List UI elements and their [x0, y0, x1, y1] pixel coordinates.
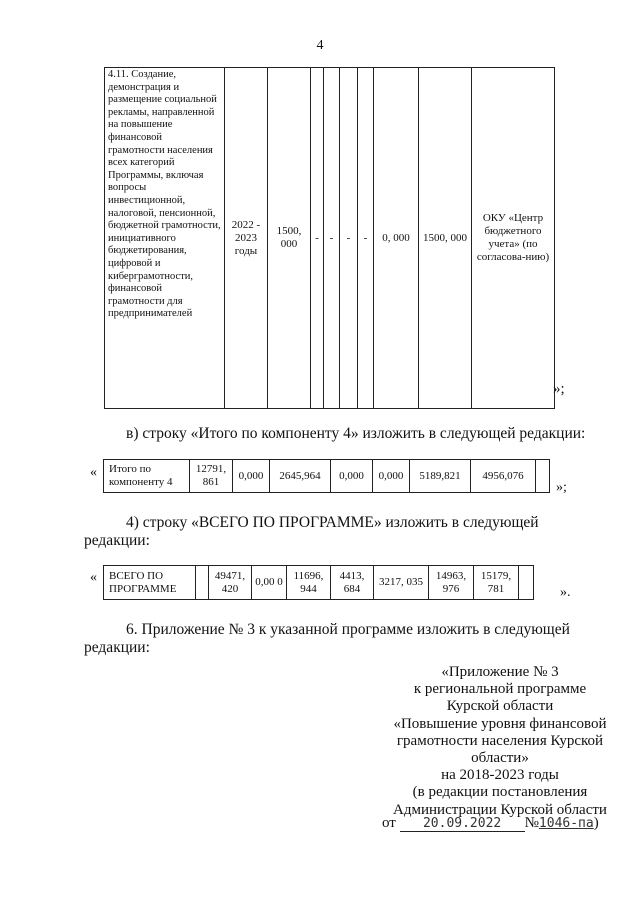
appendix-line: (в редакции постановления — [412, 784, 588, 801]
paragraph-4-line1: 4) строку «ВСЕГО ПО ПРОГРАММЕ» изложить в следующей — [126, 514, 539, 531]
page-number: 4 — [316, 38, 324, 53]
paragraph-4-line2: редакции: — [84, 532, 150, 549]
value-cell: 49471, 420 — [209, 566, 252, 600]
appendix-line: к региональной программе — [413, 681, 587, 698]
row-label: ВСЕГО ПО ПРОГРАММЕ — [104, 566, 196, 600]
value-cell: 0,000 — [373, 460, 410, 493]
value-cell: 0,000 — [331, 460, 373, 493]
appendix-line: «Приложение № 3 — [441, 664, 559, 680]
value-cell: - — [340, 68, 358, 409]
appendix-line: грамотности населения Курской — [396, 732, 604, 749]
value-cell: 12791, 861 — [190, 460, 233, 493]
value-cell: 0,000 — [233, 460, 270, 493]
value-cell: 4956,076 — [471, 460, 536, 493]
value-cell: - — [358, 68, 374, 409]
decree-date-number — [382, 815, 599, 832]
value-cell: 5189,821 — [410, 460, 471, 493]
closing-quote: »; — [556, 480, 567, 495]
value-cell: 15179, 781 — [474, 566, 519, 600]
value-cell: 3217, 035 — [374, 566, 429, 600]
number-sign: № — [524, 815, 539, 831]
appendix-header — [360, 664, 640, 819]
open-quote: « — [90, 570, 97, 585]
decree-date: 20.09.2022 — [400, 816, 525, 832]
measure-name: 4.11. Создание, демонстрация и размещение социальной рекламы, направленной на повышение финансовой грамотности населения всех категорий Программы, включая вопросы инвестиционной, налоговой, пенсионной, бюджетной грамотности, инициативного бюджетирования, цифровой и киберграмотности, финансовой грамотности для предпринимателей — [105, 68, 225, 409]
value-cell: 1500, 000 — [419, 68, 472, 409]
decree-number: 1046-па — [538, 816, 594, 831]
value-cell: 4413, 684 — [331, 566, 374, 600]
closing-quote: ». — [560, 585, 571, 600]
paragraph-6-line2: редакции: — [84, 639, 150, 656]
program-table-row-4-11 — [104, 67, 567, 409]
value-cell: - — [311, 68, 324, 409]
appendix-line: Администрации Курской области — [393, 801, 607, 818]
years-cell: 2022 - 2023 годы — [225, 68, 268, 409]
value-cell: 2645,964 — [270, 460, 331, 493]
appendix-line: «Повышение уровня финансовой — [393, 715, 607, 732]
closing-quote: »; — [553, 381, 565, 397]
row-label: Итого по компоненту 4 — [104, 460, 190, 493]
value-cell: 0,00 0 — [252, 566, 287, 600]
value-cell: 11696, 944 — [287, 566, 331, 600]
from-label: от — [382, 815, 396, 831]
value-cell: 0, 000 — [374, 68, 419, 409]
appendix-line: области» — [471, 750, 529, 767]
closing-paren: ) — [593, 815, 599, 831]
value-cell: 14963, 976 — [429, 566, 474, 600]
value-cell: - — [324, 68, 340, 409]
program-total-table — [103, 565, 534, 600]
executor-cell: ОКУ «Центр бюджетного учета» (по согласова-нию) — [472, 68, 555, 409]
component-4-total-table — [103, 459, 550, 493]
appendix-line: на 2018-2023 годы — [441, 767, 559, 784]
paragraph-v: в) строку «Итого по компоненту 4» изложить в следующей редакции: — [126, 425, 586, 442]
appendix-line: Курской области — [446, 698, 554, 715]
total-cell: 1500, 000 — [268, 68, 311, 409]
open-quote: « — [90, 465, 97, 480]
paragraph-6-line1: 6. Приложение № 3 к указанной программе изложить в следующей — [126, 621, 570, 638]
